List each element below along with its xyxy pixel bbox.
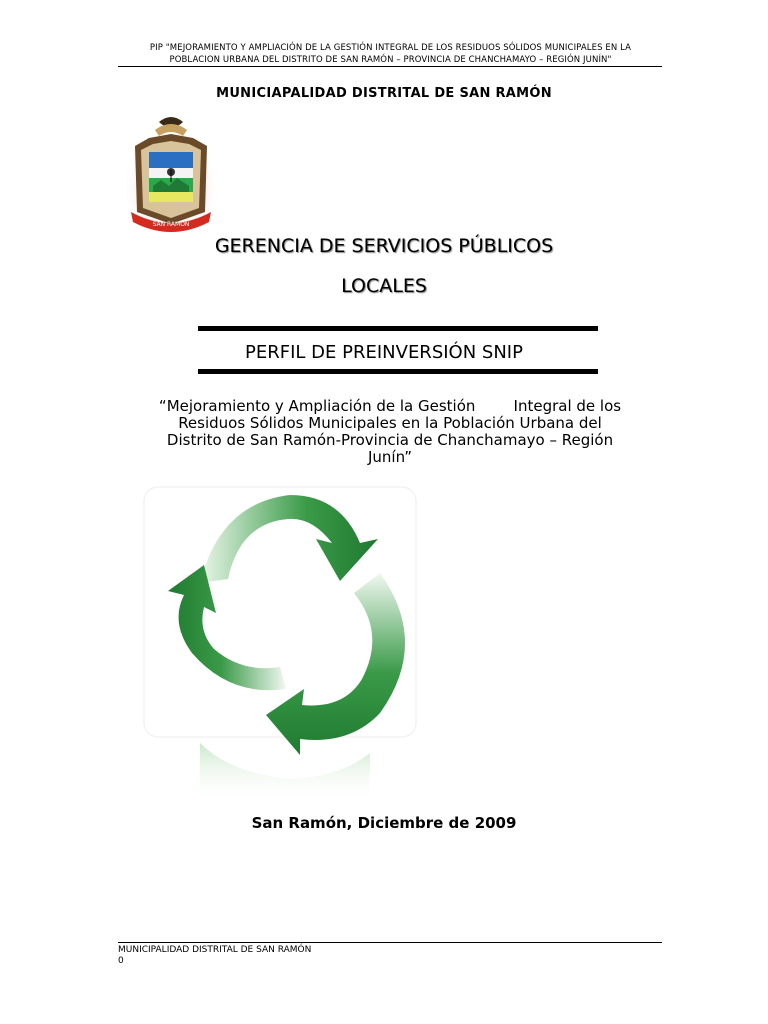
header-line-2: POBLACION URBANA DEL DISTRITO DE SAN RAMÓN – PROVINCIA DE CHANCHAMAYO – REGIÓN JUNÍN" (169, 55, 612, 65)
perfil-title: PERFIL DE PREINVERSIÓN SNIP (245, 342, 523, 363)
seal-banner-text: SAN RAMÓN (152, 221, 190, 228)
header-divider (118, 66, 662, 67)
recycle-icon (140, 483, 420, 813)
page-header (118, 42, 663, 66)
title-rule-bottom (198, 369, 598, 374)
page-number: 0 (118, 956, 124, 966)
project-title-line-2: Residuos Sólidos Municipales en la Población Urbana del (178, 414, 602, 432)
footer-divider (118, 942, 662, 943)
title-rule-top (198, 326, 598, 331)
project-title-line-3: Distrito de San Ramón-Provincia de Chanchamayo – Región (166, 431, 614, 449)
project-title-line-4: Junín” (367, 448, 413, 466)
header-line-1: PIP "MEJORAMIENTO Y AMPLIACIÓN DE LA GESTIÓN INTEGRAL DE LOS RESIDUOS SÓLIDOS MUNICIPALES EN LA (149, 43, 632, 53)
project-title (110, 398, 670, 466)
footer-line: MUNICIPALIDAD DISTRITAL DE SAN RAMÓN (118, 945, 312, 955)
date-line: San Ramón, Diciembre de 2009 (251, 814, 517, 832)
page-footer (118, 945, 311, 967)
municipality-title: MUNICIAPALIDAD DISTRITAL DE SAN RAMÓN (216, 86, 552, 101)
project-title-line-1: “Mejoramiento y Ampliación de la Gestión Integral de los (158, 397, 622, 415)
gerencia-title-line-1: GERENCIA DE SERVICIOS PÚBLICOS (214, 235, 554, 257)
gerencia-title-line-2: LOCALES (341, 275, 427, 297)
municipal-seal-icon (125, 114, 217, 236)
